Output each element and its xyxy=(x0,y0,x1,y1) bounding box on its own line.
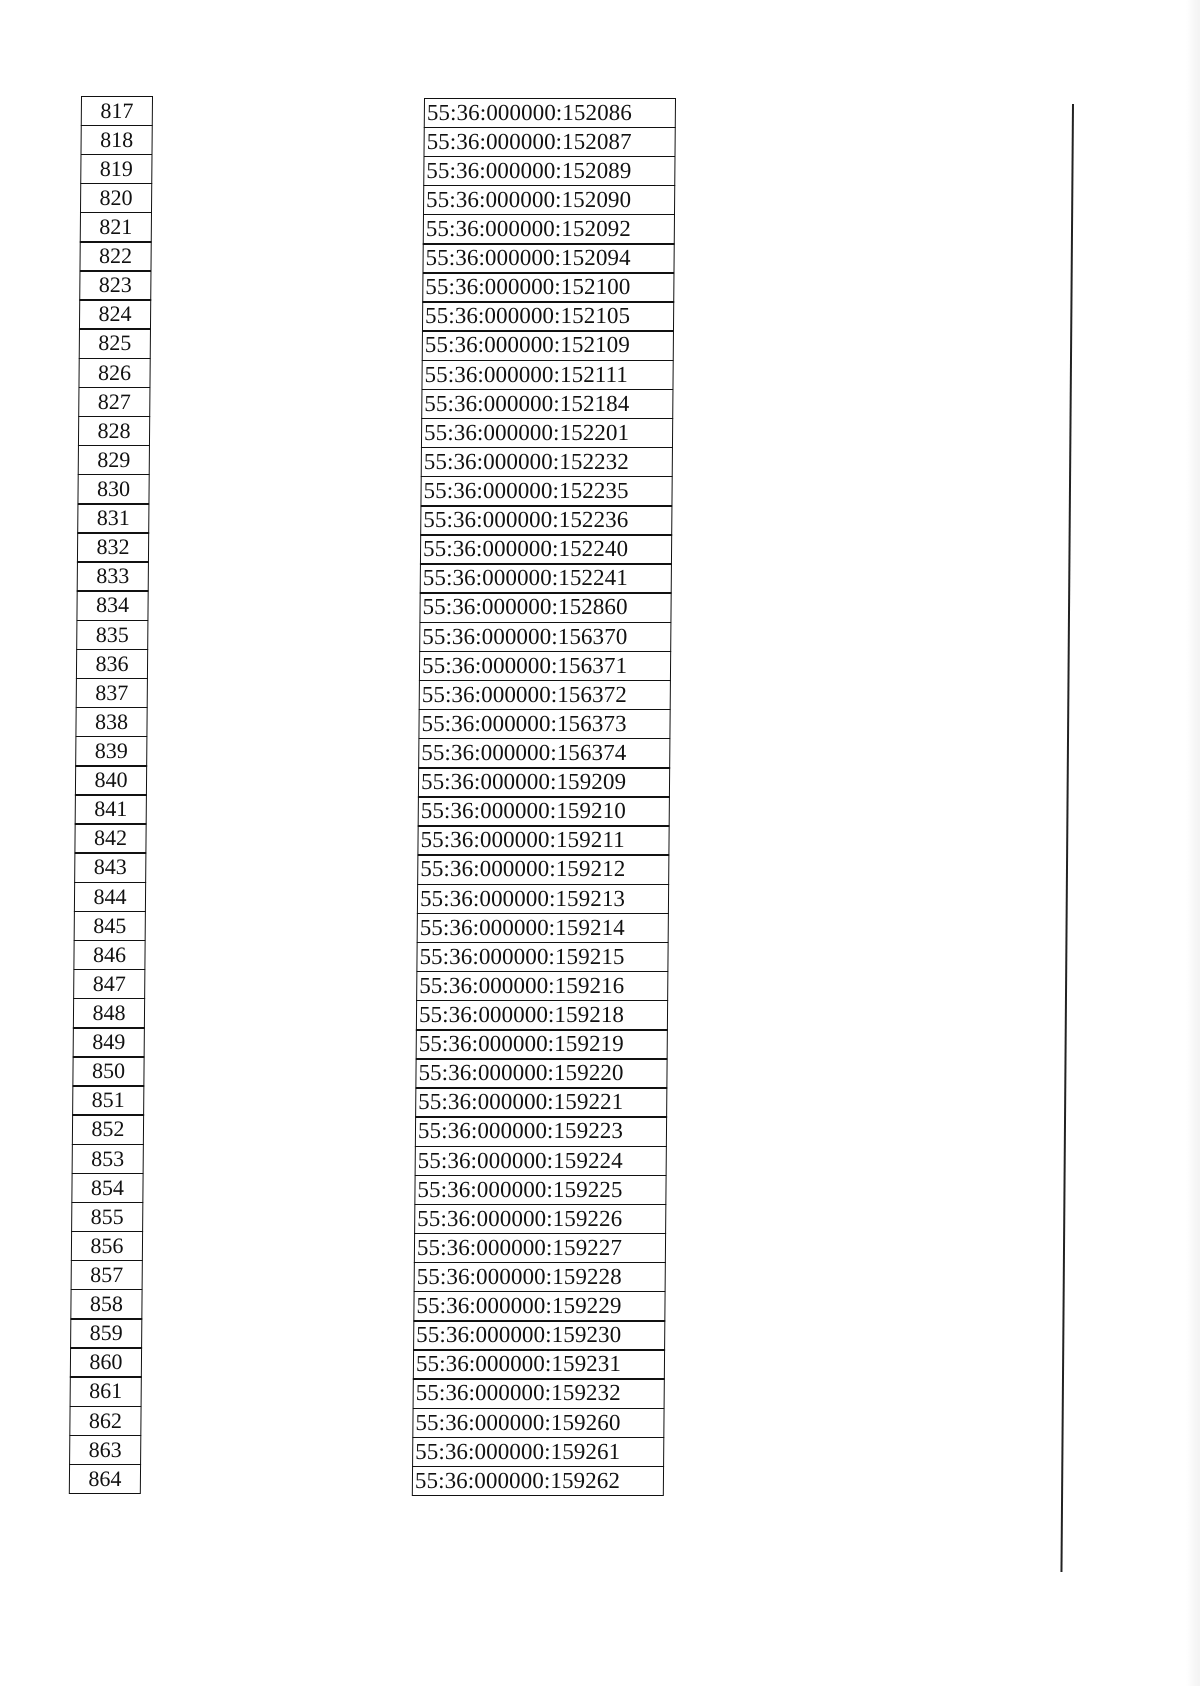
cadastral-number-cell: 55:36:000000:152241 xyxy=(420,563,672,594)
row-number-cell: 837 xyxy=(76,678,148,709)
row-number-cell: 855 xyxy=(71,1202,143,1233)
row-number-cell: 833 xyxy=(77,561,149,592)
cadastral-number-cell: 55:36:000000:152111 xyxy=(421,360,673,391)
cadastral-number-cell: 55:36:000000:152105 xyxy=(422,301,674,332)
cadastral-number-cell: 55:36:000000:159228 xyxy=(414,1262,666,1293)
row-number-cell: 843 xyxy=(74,852,146,883)
cadastral-number-cell: 55:36:000000:159231 xyxy=(413,1349,665,1380)
row-number-cell: 851 xyxy=(72,1085,144,1116)
row-number-cell: 847 xyxy=(73,969,145,1000)
row-number-cell: 850 xyxy=(72,1056,144,1087)
row-number-cell: 860 xyxy=(70,1347,142,1378)
cadastral-number-cell: 55:36:000000:159229 xyxy=(413,1291,665,1322)
row-number-cell: 853 xyxy=(72,1144,144,1175)
cadastral-number-cell: 55:36:000000:152092 xyxy=(423,214,675,245)
cadastral-number-cell: 55:36:000000:152236 xyxy=(420,505,672,536)
row-number-cell: 835 xyxy=(76,620,148,651)
cadastral-number-column xyxy=(412,99,676,1496)
row-number-cell: 841 xyxy=(75,794,147,825)
row-number-cell: 823 xyxy=(79,270,151,301)
row-number-cell: 864 xyxy=(69,1464,141,1495)
row-number-cell: 854 xyxy=(71,1173,143,1204)
right-border-line xyxy=(1060,104,1074,1572)
cadastral-number-cell: 55:36:000000:159227 xyxy=(414,1233,666,1264)
cadastral-number-cell: 55:36:000000:152860 xyxy=(419,592,671,623)
row-number-cell: 818 xyxy=(80,125,152,156)
row-number-cell: 817 xyxy=(81,96,153,127)
cadastral-number-cell: 55:36:000000:159224 xyxy=(415,1146,667,1177)
cadastral-number-cell: 55:36:000000:152184 xyxy=(421,389,673,420)
scan-edge-shadow xyxy=(1186,0,1200,1686)
cadastral-number-cell: 55:36:000000:159211 xyxy=(417,825,669,856)
cadastral-number-cell: 55:36:000000:159230 xyxy=(413,1320,665,1351)
cadastral-number-cell: 55:36:000000:159210 xyxy=(418,796,670,827)
cadastral-number-cell: 55:36:000000:159262 xyxy=(412,1466,664,1497)
cadastral-number-cell: 55:36:000000:152240 xyxy=(420,534,672,565)
row-number-cell: 848 xyxy=(73,998,145,1029)
row-number-cell: 832 xyxy=(77,532,149,563)
cadastral-number-cell: 55:36:000000:156373 xyxy=(418,709,670,740)
row-number-cell: 838 xyxy=(75,707,147,738)
row-number-cell: 845 xyxy=(74,911,146,942)
cadastral-number-cell: 55:36:000000:159216 xyxy=(416,971,668,1002)
row-number-cell: 846 xyxy=(73,940,145,971)
row-number-cell: 849 xyxy=(73,1027,145,1058)
row-number-cell: 821 xyxy=(80,212,152,243)
cadastral-number-cell: 55:36:000000:152100 xyxy=(422,272,674,303)
row-number-cell: 834 xyxy=(76,590,148,621)
cadastral-number-cell: 55:36:000000:156372 xyxy=(419,680,671,711)
row-number-cell: 822 xyxy=(79,241,151,272)
cadastral-number-cell: 55:36:000000:159261 xyxy=(412,1437,664,1468)
row-number-cell: 827 xyxy=(78,387,150,418)
row-number-cell: 863 xyxy=(69,1435,141,1466)
row-number-cell: 840 xyxy=(75,765,147,796)
row-number-cell: 820 xyxy=(80,183,152,214)
cadastral-number-cell: 55:36:000000:156371 xyxy=(419,651,671,682)
cadastral-number-cell: 55:36:000000:152090 xyxy=(423,185,675,216)
cadastral-number-cell: 55:36:000000:159260 xyxy=(412,1408,664,1439)
cadastral-number-cell: 55:36:000000:152086 xyxy=(424,98,676,129)
row-number-column xyxy=(69,97,153,1494)
cadastral-number-cell: 55:36:000000:156374 xyxy=(418,738,670,769)
cadastral-number-cell: 55:36:000000:159221 xyxy=(415,1087,667,1118)
cadastral-number-cell: 55:36:000000:159225 xyxy=(414,1175,666,1206)
row-number-cell: 831 xyxy=(77,503,149,534)
row-number-cell: 852 xyxy=(72,1114,144,1145)
cadastral-number-cell: 55:36:000000:152089 xyxy=(423,156,675,187)
cadastral-number-cell: 55:36:000000:159213 xyxy=(417,884,669,915)
cadastral-number-cell: 55:36:000000:159218 xyxy=(416,1000,668,1031)
cadastral-number-cell: 55:36:000000:152201 xyxy=(421,418,673,449)
cadastral-number-cell: 55:36:000000:156370 xyxy=(419,622,671,653)
row-number-cell: 861 xyxy=(70,1376,142,1407)
row-number-cell: 819 xyxy=(80,154,152,185)
row-number-cell: 857 xyxy=(71,1260,143,1291)
cadastral-number-cell: 55:36:000000:159209 xyxy=(418,767,670,798)
row-number-cell: 836 xyxy=(76,649,148,680)
cadastral-number-cell: 55:36:000000:159212 xyxy=(417,854,669,885)
cadastral-number-cell: 55:36:000000:152087 xyxy=(423,127,675,158)
row-number-cell: 828 xyxy=(78,416,150,447)
row-number-cell: 844 xyxy=(74,882,146,913)
cadastral-number-cell: 55:36:000000:159232 xyxy=(413,1378,665,1409)
cadastral-number-cell: 55:36:000000:159223 xyxy=(415,1116,667,1147)
row-number-cell: 859 xyxy=(70,1318,142,1349)
cadastral-number-cell: 55:36:000000:152232 xyxy=(421,447,673,478)
cadastral-number-cell: 55:36:000000:159226 xyxy=(414,1204,666,1235)
cadastral-number-cell: 55:36:000000:152235 xyxy=(420,476,672,507)
row-number-cell: 839 xyxy=(75,736,147,767)
cadastral-number-cell: 55:36:000000:159215 xyxy=(416,942,668,973)
cadastral-number-cell: 55:36:000000:159214 xyxy=(417,913,669,944)
cadastral-number-cell: 55:36:000000:159220 xyxy=(415,1058,667,1089)
cadastral-number-cell: 55:36:000000:152109 xyxy=(422,330,674,361)
row-number-cell: 826 xyxy=(78,358,150,389)
cadastral-number-cell: 55:36:000000:159219 xyxy=(416,1029,668,1060)
row-number-cell: 862 xyxy=(69,1406,141,1437)
row-number-cell: 842 xyxy=(74,823,146,854)
row-number-cell: 825 xyxy=(79,328,151,359)
row-number-cell: 824 xyxy=(79,299,151,330)
row-number-cell: 830 xyxy=(77,474,149,505)
cadastral-number-cell: 55:36:000000:152094 xyxy=(422,243,674,274)
row-number-cell: 858 xyxy=(70,1289,142,1320)
row-number-cell: 829 xyxy=(78,445,150,476)
row-number-cell: 856 xyxy=(71,1231,143,1262)
